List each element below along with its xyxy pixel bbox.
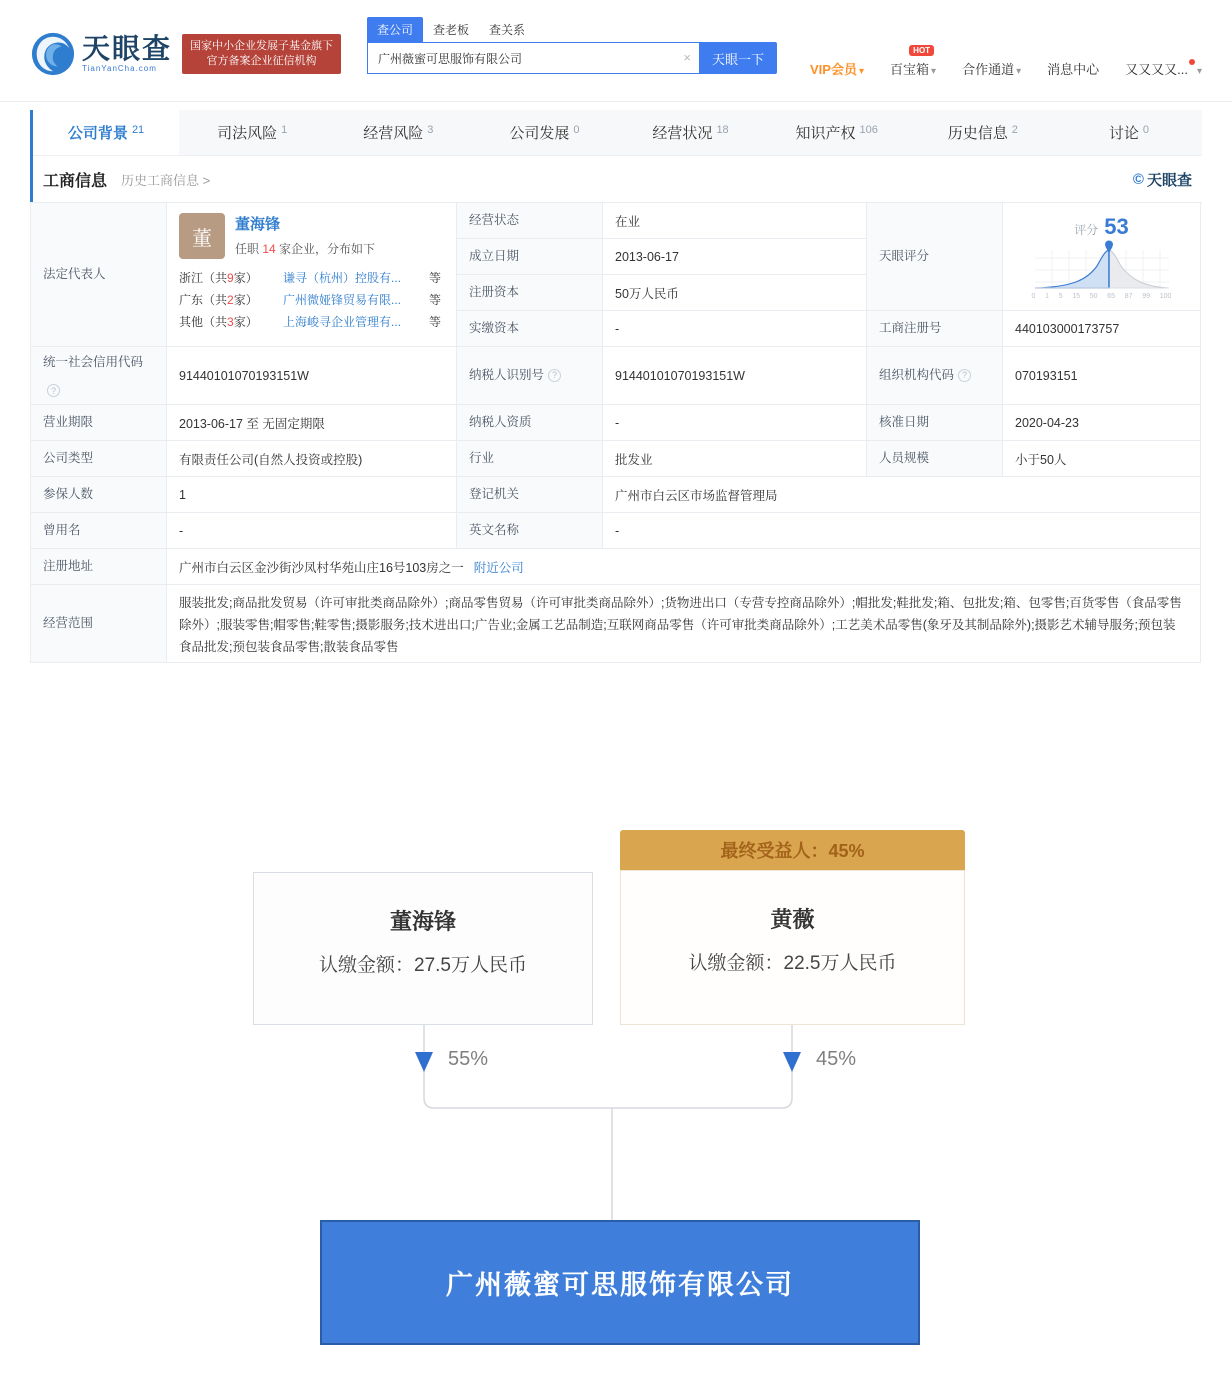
final-beneficiary-banner: 最终受益人：45% <box>620 830 965 870</box>
nav-cooperation[interactable]: 合作通道 ▾ <box>962 62 1022 77</box>
distribution-row: 其他（共3家） 上海峻寻企业管理有... 等 <box>179 311 444 333</box>
staff-size-value: 小于50人 <box>1003 441 1201 477</box>
company-node[interactable] <box>320 1220 920 1345</box>
score-value: 评分 53 <box>1074 213 1129 239</box>
header <box>0 0 1232 102</box>
biz-term-label: 营业期限 <box>31 405 167 441</box>
credit-code-label: 统一社会信用代码 ? <box>31 347 167 405</box>
tianyancha-logo[interactable] <box>30 16 172 91</box>
distribution-company-link[interactable]: 上海峻寻企业管理有... <box>283 315 402 329</box>
est-date-value: 2013-06-17 <box>603 239 867 275</box>
arrow-down-icon <box>783 1052 801 1072</box>
reg-status-value: 在业 <box>603 203 867 239</box>
history-business-info-link[interactable]: 历史工商信息 > <box>121 172 211 188</box>
company-type-label: 公司类型 <box>31 441 167 477</box>
company-card-head <box>30 110 1202 202</box>
shareholder-node-donghaifeng[interactable] <box>253 872 593 1025</box>
info-icon[interactable]: ? <box>958 369 971 382</box>
equity-structure-diagram <box>0 815 1232 1381</box>
tianyancha-watermark: © 天眼查 <box>1132 170 1192 189</box>
tab-operating-status[interactable]: 经营状况 18 <box>652 123 729 142</box>
reg-address-cell: 广州市白云区金沙街沙凤村华苑山庄16号103房之一 附近公司 <box>167 549 1201 585</box>
shareholder-node-huangwei[interactable] <box>620 870 965 1025</box>
nearby-companies-link[interactable]: 附近公司 <box>473 560 524 575</box>
share-percent-label: 45% <box>816 1048 857 1070</box>
reg-status-label: 经营状态 <box>457 203 603 239</box>
former-name-label: 曾用名 <box>31 513 167 549</box>
nav-toolbox[interactable]: HOT 百宝箱 ▾ <box>890 46 937 77</box>
org-code-label: 组织机构代码 ? <box>867 347 1003 405</box>
org-code-value: 070193151 <box>1003 347 1201 405</box>
legal-rep-cell <box>167 203 457 347</box>
tianyancha-watermark-icon: © <box>1132 170 1144 188</box>
approve-date-label: 核准日期 <box>867 405 1003 441</box>
caret-down-icon: ▾ <box>1196 66 1202 77</box>
taxpayer-id-value: 91440101070193151W <box>603 347 867 405</box>
tab-company-background[interactable]: 公司背景 21 <box>33 110 179 155</box>
search-input[interactable] <box>367 42 699 74</box>
share-percent-label: 55% <box>448 1048 489 1070</box>
industry-label: 行业 <box>457 441 603 477</box>
reg-number-label: 工商注册号 <box>867 311 1003 347</box>
legal-rep-avatar[interactable]: 董 <box>179 213 225 259</box>
paid-capital-label: 实缴资本 <box>457 311 603 347</box>
company-name: 广州薇蜜可思服饰有限公司 <box>446 1270 794 1300</box>
score-distribution-chart <box>1027 240 1177 292</box>
certification-badge <box>182 34 341 74</box>
english-name-value: - <box>603 513 1201 549</box>
nav-vip-member[interactable]: VIP会员 ▾ <box>810 62 865 77</box>
hot-badge: HOT <box>909 45 934 56</box>
biz-term-value: 2013-06-17 至 无固定期限 <box>167 405 457 441</box>
reg-address-label: 注册地址 <box>31 549 167 585</box>
distribution-company-link[interactable]: 广州微娅锋贸易有限... <box>283 293 402 307</box>
shareholder-name[interactable]: 黄薇 <box>770 907 815 932</box>
caret-down-icon: ▾ <box>858 66 865 77</box>
caret-down-icon: ▾ <box>1016 66 1022 77</box>
taxpayer-quality-value: - <box>603 405 867 441</box>
distribution-row: 广东（共2家） 广州微娅锋贸易有限... 等 <box>179 289 444 311</box>
nav-message-center[interactable]: 消息中心 <box>1047 62 1100 77</box>
search-button[interactable]: 天眼一下 <box>699 42 777 74</box>
insured-count-value: 1 <box>167 477 457 513</box>
credit-code-value: 91440101070193151W <box>167 347 457 405</box>
tab-company-development[interactable]: 公司发展 0 <box>509 123 580 142</box>
subscribed-amount: 认缴金额：27.5万人民币 <box>319 955 527 976</box>
business-info-table <box>30 202 1202 663</box>
staff-size-label: 人员规模 <box>867 441 1003 477</box>
tab-discussion[interactable]: 讨论 0 <box>1108 123 1149 142</box>
tab-operating-risk[interactable]: 经营风险 3 <box>363 123 434 142</box>
reg-capital-value: 50万人民币 <box>603 275 867 311</box>
legal-rep-tenure: 任职 14 家企业，分布如下 <box>235 242 376 256</box>
legal-rep-distribution <box>179 267 444 333</box>
reg-authority-label: 登记机关 <box>457 477 603 513</box>
tyc-score-label: 天眼评分 <box>867 203 1003 311</box>
search-tab-company[interactable]: 查公司 <box>367 17 423 42</box>
shareholder-name[interactable]: 董海锋 <box>389 909 456 934</box>
reg-number-value: 440103000173757 <box>1003 311 1201 347</box>
distribution-company-link[interactable]: 谦寻（杭州）控股有... <box>283 271 402 285</box>
clear-search-icon[interactable]: × <box>683 50 692 65</box>
info-icon[interactable]: ? <box>548 369 561 382</box>
legal-rep-label: 法定代表人 <box>31 203 167 347</box>
brand-name: 天眼查 <box>82 33 173 64</box>
approve-date-value: 2020-04-23 <box>1003 405 1201 441</box>
paid-capital-value: - <box>603 311 867 347</box>
certification-badge-line1: 国家中小企业发展子基金旗下 <box>190 39 334 52</box>
company-tabbar <box>33 110 1202 156</box>
business-scope-value: 服装批发;商品批发贸易（许可审批类商品除外）;商品零售贸易（许可审批类商品除外）;货物进出口（专营专控商品除外）;帽批发;鞋批发;箱、包批发;箱、包零售;百货零售（食品零售除外）;服装零售;帽零售;鞋零售;摄影服务;技术进出口;广告业;金属工艺品制造;互联网商品零售（许可审批类商品除外）;工艺美术品零售(象牙及其制品除外);摄影艺术辅导服务;预包装食品批发;预包装食品零售;散装食品零售 <box>167 585 1201 663</box>
est-date-label: 成立日期 <box>457 239 603 275</box>
company-type-value: 有限责任公司(自然人投资或控股) <box>167 441 457 477</box>
insured-count-label: 参保人数 <box>31 477 167 513</box>
taxpayer-quality-label: 纳税人资质 <box>457 405 603 441</box>
former-name-value: - <box>167 513 457 549</box>
notification-dot <box>1189 59 1195 65</box>
distribution-row: 浙江（共9家） 谦寻（杭州）控股有... 等 <box>179 267 444 289</box>
tab-judicial-risk[interactable]: 司法风险 1 <box>217 123 288 142</box>
taxpayer-id-label: 纳税人识别号 ? <box>457 347 603 405</box>
search-block <box>367 18 777 91</box>
nav-user-account[interactable]: 又又又又... ▾ <box>1125 59 1202 78</box>
top-nav <box>810 46 1202 91</box>
tab-history-info[interactable]: 历史信息 2 <box>947 123 1018 142</box>
info-icon[interactable]: ? <box>47 384 60 397</box>
legal-rep-name-link[interactable]: 董海锋 <box>235 216 281 233</box>
section-title: 工商信息 <box>43 172 108 190</box>
reg-capital-label: 注册资本 <box>457 275 603 311</box>
brand-domain: TianYanCha.com <box>82 64 157 73</box>
certification-badge-line2: 官方备案企业征信机构 <box>206 54 317 67</box>
english-name-label: 英文名称 <box>457 513 603 549</box>
arrow-down-icon <box>415 1052 433 1072</box>
business-scope-label: 经营范围 <box>31 585 167 663</box>
tyc-score-cell <box>1003 203 1201 311</box>
search-tab-boss[interactable]: 查老板 <box>433 23 470 37</box>
search-tab-relation[interactable]: 查关系 <box>489 23 526 37</box>
tab-intellectual-property[interactable]: 知识产权 106 <box>795 123 878 142</box>
caret-down-icon: ▾ <box>931 66 937 77</box>
score-axis-ticks: 0 1 5 15 50 65 87 99 100 <box>1031 292 1172 300</box>
reg-authority-value: 广州市白云区市场监督管理局 <box>603 477 1201 513</box>
industry-value: 批发业 <box>603 441 867 477</box>
subscribed-amount: 认缴金额：22.5万人民币 <box>688 953 897 974</box>
tianyancha-logo-icon <box>30 31 76 77</box>
